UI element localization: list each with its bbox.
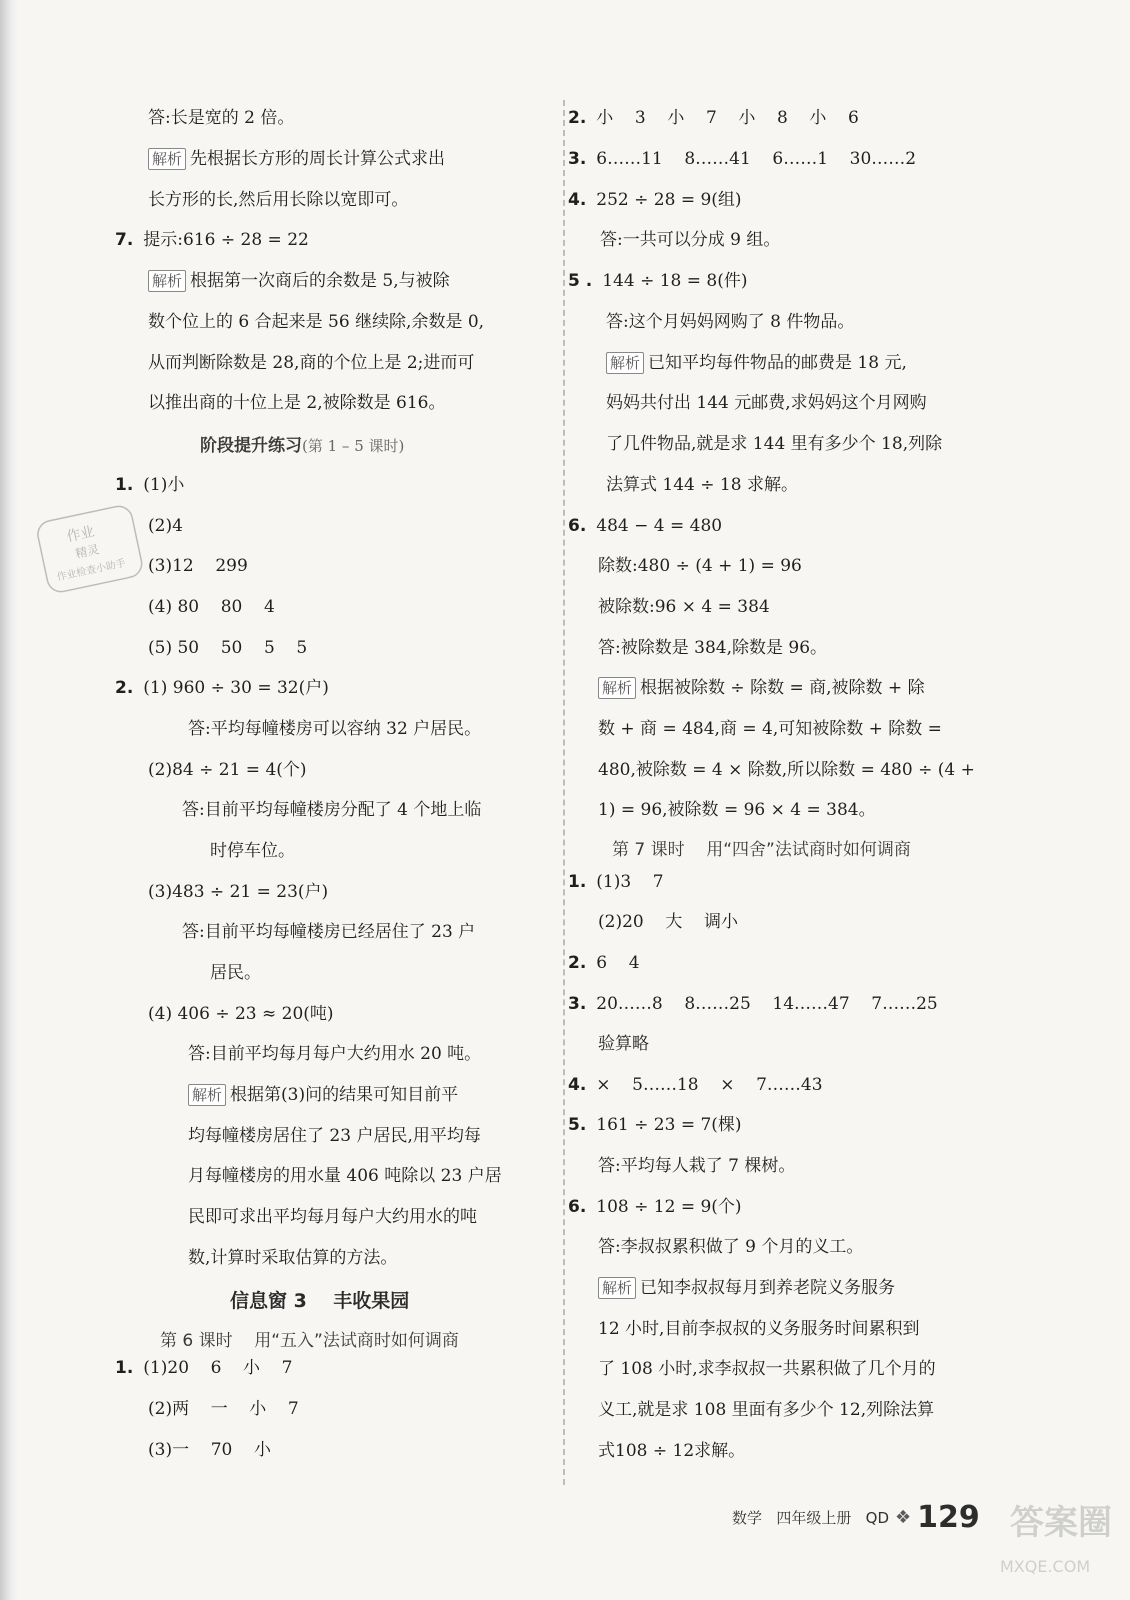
text-line: 从而判断除数是 28,商的个位上是 2;进而可 bbox=[148, 353, 475, 373]
question-4: 4. 252 ÷ 28 = 9(组) bbox=[568, 190, 742, 210]
diamond-icon: ❖ bbox=[895, 1507, 912, 1528]
stamp-line-1: 作业 bbox=[65, 523, 96, 546]
question-2: 2. 小 3 小 7 小 8 小 6 bbox=[568, 108, 859, 128]
footer-grade: 四年级上册 bbox=[776, 1509, 852, 1527]
analysis-line: 解析 已知李叔叔每月到养老院义务服务 bbox=[598, 1276, 895, 1300]
text-line: 数,计算时采取估算的方法。 bbox=[188, 1248, 398, 1268]
answer-line: 答:被除数是 384,除数是 96。 bbox=[598, 638, 828, 658]
answer-line: 答:平均每幢楼房可以容纳 32 户居民。 bbox=[188, 719, 482, 739]
text-line: (3)12 299 bbox=[148, 556, 248, 576]
text-line: (4) 80 80 4 bbox=[148, 597, 275, 617]
question-3: 3. 20……8 8……25 14……47 7……25 bbox=[568, 994, 938, 1014]
lesson-7-title: 第 7 课时 用“四舍”法试商时如何调商 bbox=[612, 840, 911, 860]
text-line: 以推出商的十位上是 2,被除数是 616。 bbox=[148, 393, 446, 413]
answer-line: 答:目前平均每月每户大约用水 20 吨。 bbox=[188, 1044, 482, 1064]
question-1: 1. (1)小 bbox=[115, 475, 185, 495]
text-line: 12 小时,目前李叔叔的义务服务时间累积到 bbox=[598, 1319, 920, 1339]
text-line: 480,被除数 = 4 × 除数,所以除数 = 480 ÷ (4 + bbox=[598, 760, 975, 780]
question-7: 7. 提示:616 ÷ 28 = 22 bbox=[115, 230, 309, 250]
text-line: (2)两 一 小 7 bbox=[148, 1399, 299, 1419]
lesson-6-title: 第 6 课时 用“五入”法试商时如何调商 bbox=[160, 1331, 459, 1351]
text-line: 了几件物品,就是求 144 里有多少个 18,列除 bbox=[606, 434, 943, 454]
question-5: 5. 161 ÷ 23 = 7(棵) bbox=[568, 1115, 742, 1135]
question-6: 6. 484 − 4 = 480 bbox=[568, 516, 723, 536]
answer-line: 答:这个月妈妈网购了 8 件物品。 bbox=[606, 312, 855, 332]
text-line: (5) 50 50 5 5 bbox=[148, 638, 308, 658]
answer-line: 答:长是宽的 2 倍。 bbox=[148, 108, 295, 128]
footer-subject: 数学 bbox=[732, 1509, 763, 1527]
text-line: (2)20 大 调小 bbox=[598, 912, 738, 932]
analysis-line: 解析 已知平均每件物品的邮费是 18 元, bbox=[606, 351, 907, 375]
analysis-tag: 解析 bbox=[598, 677, 636, 699]
analysis-line: 解析 根据被除数 ÷ 除数 = 商,被除数 + 除 bbox=[598, 676, 925, 700]
question-3: 3. 6……11 8……41 6……1 30……2 bbox=[568, 149, 917, 169]
question-6: 6. 108 ÷ 12 = 9(个) bbox=[568, 1197, 742, 1217]
text-line: 验算略 bbox=[598, 1034, 649, 1054]
text-line: 1) = 96,被除数 = 96 × 4 = 384。 bbox=[598, 800, 876, 820]
page-number: 129 bbox=[917, 1500, 980, 1535]
analysis-tag: 解析 bbox=[606, 352, 644, 374]
question-2: 2. 6 4 bbox=[568, 953, 640, 973]
question-1: 1. (1)3 7 bbox=[568, 872, 664, 892]
homework-stamp bbox=[30, 505, 150, 595]
question-4: 4. × 5……18 × 7……43 bbox=[568, 1075, 823, 1095]
text-line: (2)4 bbox=[148, 516, 183, 536]
analysis-tag: 解析 bbox=[188, 1084, 226, 1106]
answer-line: 答:一共可以分成 9 组。 bbox=[600, 230, 781, 250]
text-line: 被除数:96 × 4 = 384 bbox=[598, 597, 770, 617]
analysis-line: 解析 根据第一次商后的余数是 5,与被除 bbox=[148, 269, 450, 293]
text-line: (3)483 ÷ 21 = 23(户) bbox=[148, 882, 329, 902]
answer-line: 答:目前平均每幢楼房已经居住了 23 户 bbox=[182, 922, 476, 942]
text-line: 妈妈共付出 144 元邮费,求妈妈这个月网购 bbox=[606, 393, 927, 413]
page-edge bbox=[0, 0, 18, 1600]
text-line: 除数:480 ÷ (4 + 1) = 96 bbox=[598, 556, 802, 576]
text-line: (3)一 70 小 bbox=[148, 1440, 271, 1460]
text-line: 式108 ÷ 12求解。 bbox=[598, 1441, 746, 1461]
analysis-line: 解析 先根据长方形的周长计算公式求出 bbox=[148, 147, 445, 171]
stamp-line-3: 作业检查小助手 bbox=[55, 558, 127, 584]
stamp-line-2: 精灵 bbox=[74, 542, 101, 561]
text-line: (4) 406 ÷ 23 ≈ 20(吨) bbox=[148, 1004, 334, 1024]
watermark-logo: 答案圈 MXQE.COM bbox=[1000, 1503, 1112, 1576]
text-line: 长方形的长,然后用长除以宽即可。 bbox=[148, 190, 409, 210]
analysis-tag: 解析 bbox=[598, 1277, 636, 1299]
question-2: 2. (1) 960 ÷ 30 = 32(户) bbox=[115, 678, 329, 698]
question-5: 5 . 144 ÷ 18 = 8(件) bbox=[568, 271, 748, 291]
window-title: 信息窗 3 丰收果园 bbox=[230, 1290, 410, 1312]
question-1: 1. (1)20 6 小 7 bbox=[115, 1358, 293, 1378]
analysis-tag: 解析 bbox=[148, 148, 186, 170]
text-line: 居民。 bbox=[210, 963, 261, 983]
text-line: (2)84 ÷ 21 = 4(个) bbox=[148, 760, 307, 780]
section-title: 阶段提升练习(第 1 – 5 课时) bbox=[200, 436, 405, 456]
answer-line: 答:目前平均每幢楼房分配了 4 个地上临 bbox=[182, 800, 482, 820]
text-line: 数 + 商 = 484,商 = 4,可知被除数 + 除数 = bbox=[598, 719, 942, 739]
column-divider bbox=[563, 100, 565, 1485]
text-line: 了 108 小时,求李叔叔一共累积做了几个月的 bbox=[598, 1359, 936, 1379]
analysis-tag: 解析 bbox=[148, 270, 186, 292]
text-line: 月每幢楼房的用水量 406 吨除以 23 户居 bbox=[188, 1166, 502, 1186]
footer-edition: QD bbox=[865, 1509, 890, 1527]
text-line: 法算式 144 ÷ 18 求解。 bbox=[606, 475, 798, 495]
text-line: 时停车位。 bbox=[210, 841, 295, 861]
analysis-line: 解析 根据第(3)问的结果可知目前平 bbox=[188, 1083, 458, 1107]
text-line: 数个位上的 6 合起来是 56 继续除,余数是 0, bbox=[148, 312, 485, 332]
text-line: 义工,就是求 108 里面有多少个 12,列除法算 bbox=[598, 1400, 935, 1420]
text-line: 民即可求出平均每月每户大约用水的吨 bbox=[188, 1207, 477, 1227]
text-line: 均每幢楼房居住了 23 户居民,用平均每 bbox=[188, 1126, 481, 1146]
answer-line: 答:平均每人栽了 7 棵树。 bbox=[598, 1156, 796, 1176]
page-footer bbox=[732, 1500, 980, 1535]
answer-line: 答:李叔叔累积做了 9 个月的义工。 bbox=[598, 1237, 864, 1257]
